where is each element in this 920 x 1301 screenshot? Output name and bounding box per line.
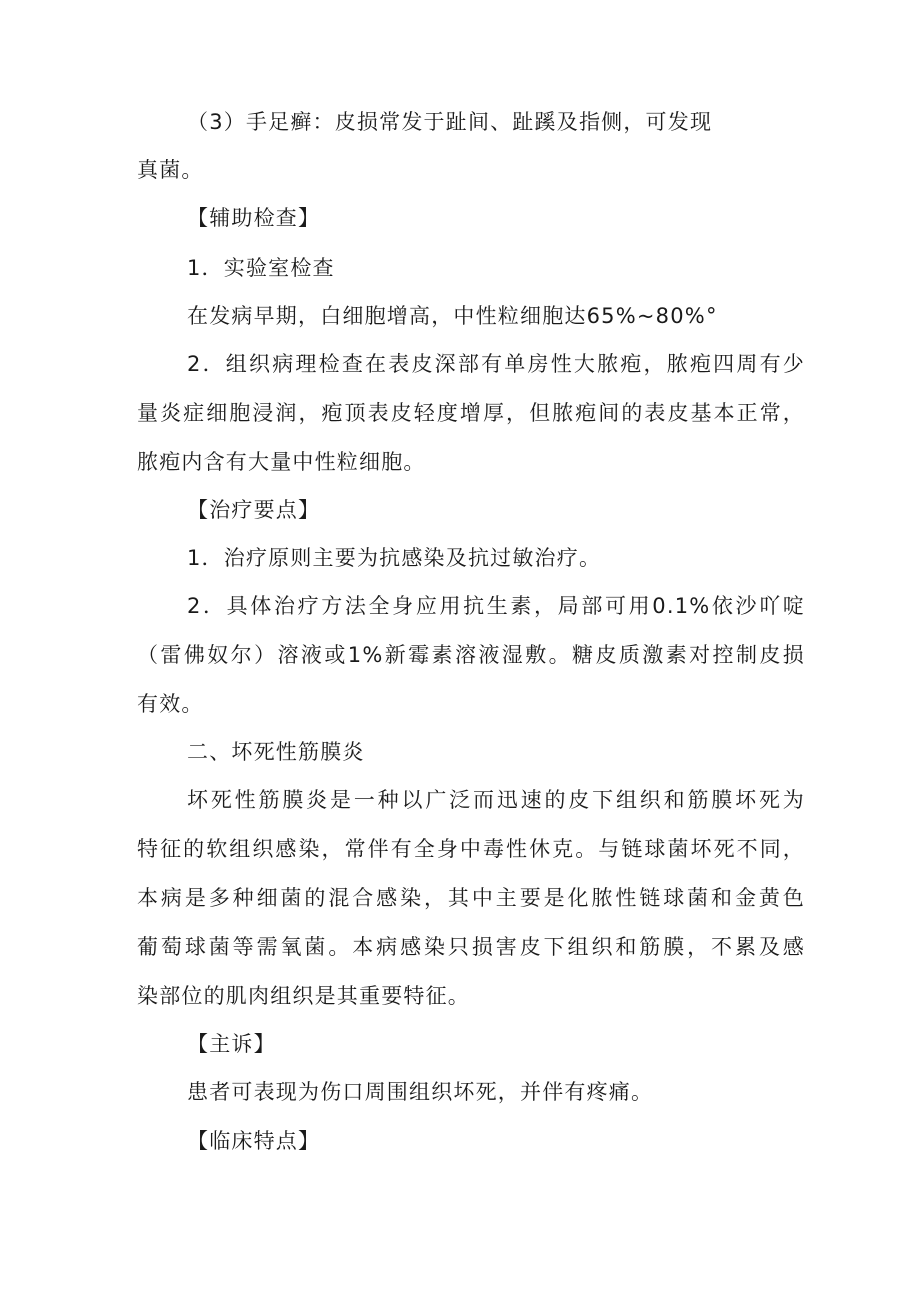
treatment-item-2-line-1: 2．具体治疗方法全身应用抗生素，局部可用0.1%依沙吖啶 [187, 594, 805, 618]
section-two-para-line-5: 染部位的肌肉组织是其重要特征。 [137, 984, 470, 1008]
clinical-heading: 【临床特点】 [187, 1129, 321, 1153]
treatment-item-2-line-2: （雷佛奴尔）溶液或1%新霉素溶液湿敷。糖皮质激素对控制皮损 [137, 643, 805, 667]
aux-exam-item-2-line-3: 脓疱内含有大量中性粒细胞。 [137, 450, 426, 474]
section-two-title: 二、坏死性筋膜炎 [187, 740, 365, 764]
tinea-line-1: （3）手足癣：皮损常发于趾间、趾蹊及指侧，可发现 [187, 110, 713, 134]
section-two-para-line-4: 葡萄球菌等需氧菌。本病感染只损害皮下组织和筋膜，不累及感 [137, 935, 805, 959]
aux-exam-item-2-line-1: 2．组织病理检查在表皮深部有单房性大脓疱，脓疱四周有少 [187, 352, 805, 376]
aux-exam-item-2-line-2: 量炎症细胞浸润，疱顶表皮轻度增厚，但脓疱间的表皮基本正常， [137, 401, 805, 425]
section-two-para-line-2: 特征的软组织感染，常伴有全身中毒性休克。与链球菌坏死不同， [137, 837, 805, 861]
treatment-heading: 【治疗要点】 [187, 498, 321, 522]
aux-exam-heading: 【辅助检查】 [187, 206, 321, 230]
tinea-line-2: 真菌。 [137, 158, 204, 182]
treatment-item-2-line-3: 有效。 [137, 692, 204, 716]
section-two-para-line-3: 本病是多种细菌的混合感染，其中主要是化脓性链球菌和金黄色 [137, 886, 805, 910]
chief-complaint-text: 患者可表现为伤口周围组织坏死，并伴有疼痛。 [187, 1080, 654, 1104]
aux-exam-item-1-title: 1．实验室检查 [187, 256, 335, 280]
chief-complaint-heading: 【主诉】 [187, 1032, 276, 1056]
treatment-item-1: 1．治疗原则主要为抗感染及抗过敏治疗。 [187, 546, 602, 570]
aux-exam-item-1-text: 在发病早期，白细胞增高，中性粒细胞达65%~80%° [187, 304, 718, 328]
section-two-para-line-1: 坏死性筋膜炎是一种以广泛而迅速的皮下组织和筋膜坏死为 [187, 788, 805, 812]
